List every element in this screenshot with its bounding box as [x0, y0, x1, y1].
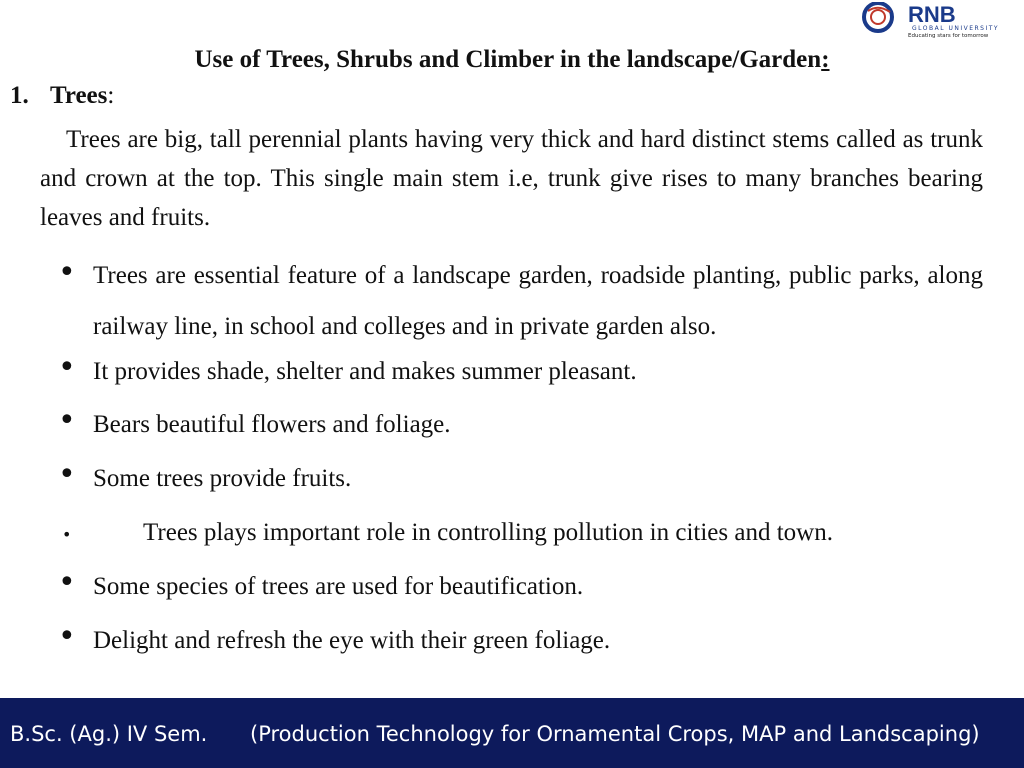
- footer-course: B.Sc. (Ag.) IV Sem.: [10, 722, 208, 746]
- bullet-dot: •: [58, 403, 76, 438]
- intro-paragraph-text: Trees are big, tall perennial plants having very thick and hard distinct stems called as trunk and crown at the top. This single main stem i.e, trunk give rises to many branches bearing leaves and fruits.: [40, 126, 983, 231]
- section-number: 1.: [10, 82, 29, 109]
- bullet-dot: •: [58, 350, 76, 385]
- bullet-item-5: [58, 515, 983, 551]
- bullet-dot: •: [58, 457, 76, 492]
- university-logo: [856, 2, 1020, 38]
- bullet-text: Some species of trees are used for beautification.: [93, 573, 584, 600]
- bullet-dot: •: [58, 255, 76, 290]
- slide-title: [0, 44, 1024, 76]
- bullet-item-6: [58, 565, 983, 605]
- section-colon: :: [107, 82, 115, 109]
- bullet-text: Trees plays important role in controlling pollution in cities and town.: [143, 519, 833, 546]
- logo-subtitle: GLOBAL UNIVERSITY: [912, 25, 1000, 32]
- section-heading: [10, 80, 114, 112]
- bullet-item-1: [58, 250, 983, 352]
- slide-title-text: Use of Trees, Shrubs and Climber in the landscape/Garden: [194, 46, 822, 73]
- footer-subject: (Production Technology for Ornamental Crops, MAP and Landscaping): [250, 722, 980, 746]
- bullet-item-3: [58, 403, 983, 443]
- logo-tagline: Educating stars for tomorrow: [908, 33, 989, 38]
- bullet-dot: •: [62, 525, 72, 544]
- bullet-text: Delight and refresh the eye with their green foliage.: [93, 627, 611, 654]
- bullet-text: Trees are essential feature of a landscape garden, roadside planting, public parks, along railway line, in school and colleges and in private garden also.: [93, 262, 983, 340]
- section-label: Trees: [50, 82, 108, 109]
- bullet-dot: •: [58, 565, 76, 600]
- bullet-item-4: [58, 457, 983, 497]
- bullet-dot: •: [58, 619, 76, 654]
- logo-brand: RNB: [908, 2, 956, 27]
- footer-bar: [0, 698, 1024, 768]
- bullet-item-7: [58, 619, 983, 659]
- bullet-text: Bears beautiful flowers and foliage.: [93, 411, 451, 438]
- slide-title-colon: :: [821, 46, 830, 73]
- bullet-text: Some trees provide fruits.: [93, 465, 352, 492]
- bullet-item-2: [58, 350, 983, 390]
- intro-paragraph: [40, 120, 983, 237]
- bullet-text: It provides shade, shelter and makes summer pleasant.: [93, 358, 637, 385]
